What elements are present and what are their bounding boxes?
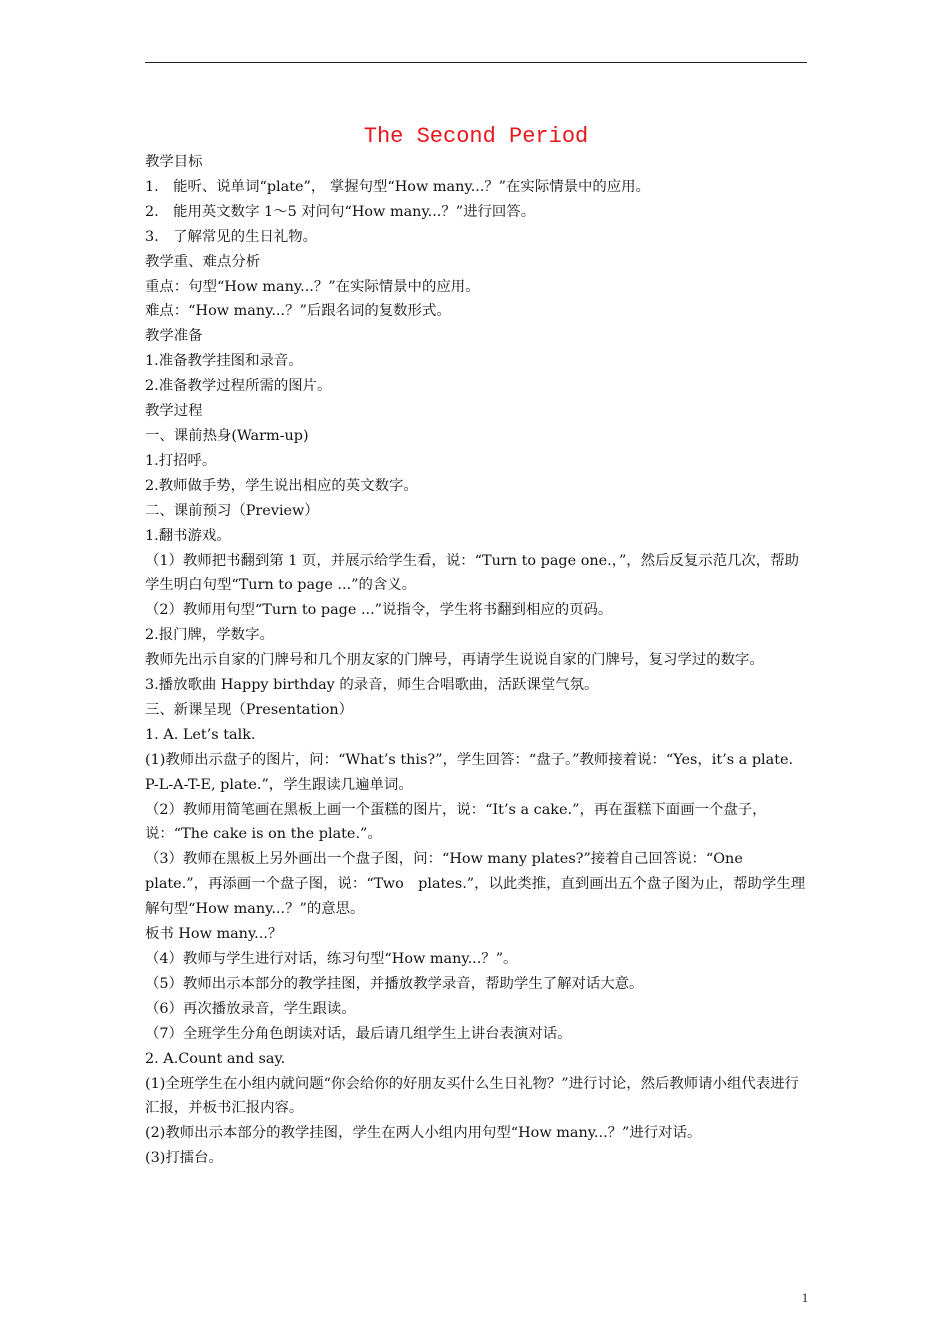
process-substep: (1)全班学生在小组内就问题“你会给你的好朋友买什么生日礼物？”进行讨论，然后教师请小组代表进行汇报，并板书汇报内容。 xyxy=(145,1075,799,1117)
process-step: 1.翻书游戏。 xyxy=(145,527,231,544)
process-step: 3.播放歌曲 Happy birthday 的录音，师生合唱歌曲，活跃课堂气氛。 xyxy=(145,677,599,694)
page-number: 1 xyxy=(801,1290,809,1305)
goal-item: 2. 能用英文数字 1～5 对问句“How many...？”进行回答。 xyxy=(145,203,536,220)
preparation-item: 1.准备教学挂图和录音。 xyxy=(145,353,303,370)
header-rule xyxy=(145,62,807,63)
goal-item: 3. 了解常见的生日礼物。 xyxy=(145,228,318,245)
document-body xyxy=(145,150,810,1171)
process-substep: （2）教师用句型“Turn to page ...”说指令，学生将书翻到相应的页码。 xyxy=(145,602,613,619)
goal-item: 1. 能听、说单词“plate”， 掌握句型“How many...？”在实际情景中的应用。 xyxy=(145,178,650,195)
process-substep: (3)打擂台。 xyxy=(145,1150,223,1167)
heading-teaching-process: 教学过程 xyxy=(145,403,203,420)
key-point: 重点：句型“How many...？”在实际情景中的应用。 xyxy=(145,278,480,295)
process-substep: （4）教师与学生进行对话，练习句型“How many...？”。 xyxy=(145,951,518,967)
heading-teaching-goals: 教学目标 xyxy=(145,154,203,170)
section-heading-preview: 二、课前预习（Preview） xyxy=(145,502,319,519)
process-step: 2.报门牌，学数字。 xyxy=(145,627,274,644)
process-paragraph: 教师先出示自家的门牌号和几个朋友家的门牌号，再请学生说说自家的门牌号，复习学过的数字。 xyxy=(145,652,764,669)
process-step: 2.教师做手势，学生说出相应的英文数字。 xyxy=(145,477,418,494)
section-heading-warm-up: 一、课前热身(Warm-up) xyxy=(145,427,309,444)
process-substep: （7）全班学生分角色朗读对话，最后请几组学生上讲台表演对话。 xyxy=(145,1025,572,1042)
process-substep: (2)教师出示本部分的教学挂图，学生在两人小组内用句型“How many...？”进行对话。 xyxy=(145,1125,702,1142)
section-heading-presentation: 三、新课呈现（Presentation） xyxy=(145,701,354,718)
document-title: The Second Period xyxy=(363,124,589,149)
process-substep: （1）教师把书翻到第 1 页，并展示给学生看，说：“Turn to page one.，”，然后反复示范几次，帮助学生明白句型“Turn to page ...”的含义。 xyxy=(145,552,799,594)
subsection-heading: 1. A. Let’s talk. xyxy=(145,726,256,743)
process-substep: （3）教师在黑板上另外画出一个盘子图，问：“How many plates?”接着自己回答说：“One plate.”，再添画一个盘子图，说：“Two plates.”，以此类推，直到画出五个盘子图为止，帮助学生理解句型“How many...？”的意思。 xyxy=(145,851,806,918)
process-substep: （6）再次播放录音，学生跟读。 xyxy=(145,1000,356,1017)
blackboard-note: 板书 How many...？ xyxy=(145,926,283,943)
process-substep: (1)教师出示盘子的图片，问：“What’s this?”，学生回答：“盘子。”教师接着说：“Yes，it’s a plate. P-L-A-T-E, plate.”，学生跟读几遍单词。 xyxy=(145,751,794,793)
preparation-item: 2.准备教学过程所需的图片。 xyxy=(145,378,332,395)
heading-preparation: 教学准备 xyxy=(145,328,203,345)
difficult-point: 难点：“How many...？”后跟名词的复数形式。 xyxy=(145,303,451,320)
subsection-heading: 2. A.Count and say. xyxy=(145,1050,286,1067)
process-step: 1.打招呼。 xyxy=(145,452,217,469)
process-substep: （5）教师出示本部分的教学挂图，并播放教学录音，帮助学生了解对话大意。 xyxy=(145,975,644,992)
process-substep: （2）教师用简笔画在黑板上画一个蛋糕的图片，说：“It’s a cake.”，再在蛋糕下面画一个盘子，说：“The cake is on the plate.”。 xyxy=(145,801,767,843)
heading-key-points: 教学重、难点分析 xyxy=(145,253,261,270)
